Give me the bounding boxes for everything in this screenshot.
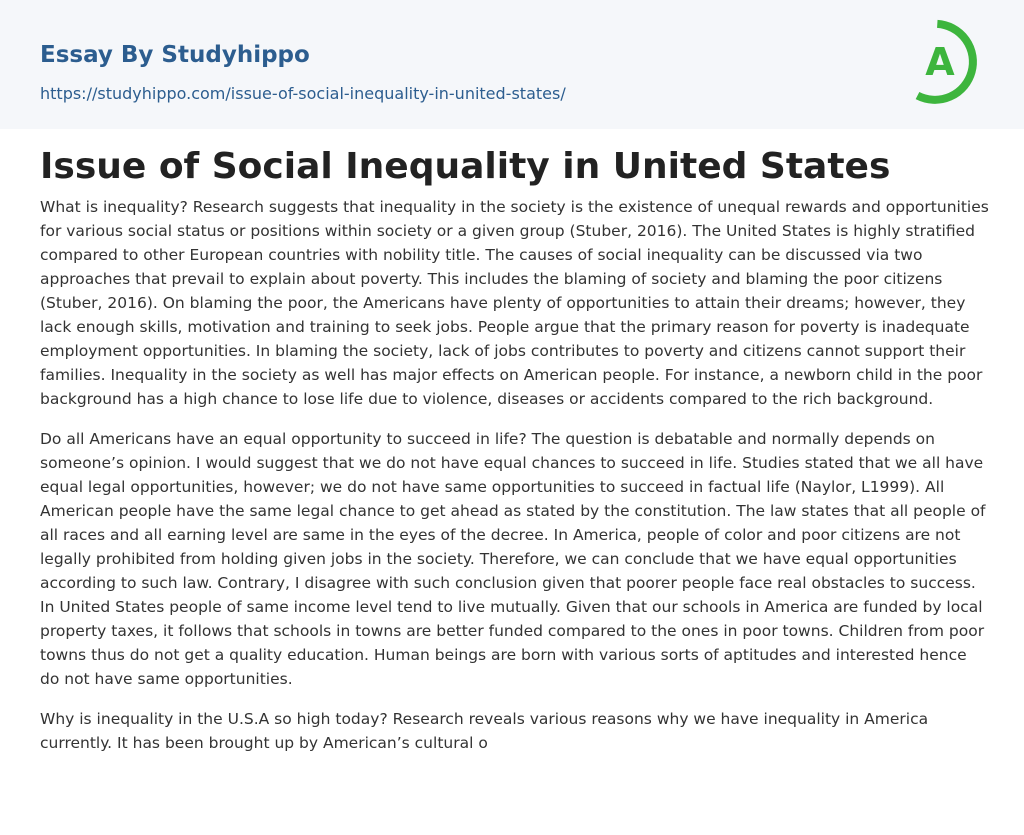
- article-url-link[interactable]: https://studyhippo.com/issue-of-social-inequality-in-united-states/: [40, 84, 566, 103]
- article-body: [40, 195, 990, 771]
- studyhippo-logo-icon[interactable]: [900, 19, 986, 105]
- site-brand[interactable]: Essay By Studyhippo: [40, 42, 310, 68]
- article-paragraph-1: What is inequality? Research suggests that inequality in the society is the existence of unequal rewards and opportunities for various social status or positions within society or a given group (Stuber, 2016). The United States is highly stratified compared to other European countries with nobility title. The causes of social inequality can be discussed via two approaches that prevail to explain about poverty. This includes the blaming of society and blaming the poor citizens (Stuber, 2016). On blaming the poor, the Americans have plenty of opportunities to attain their dreams; however, they lack enough skills, motivation and training to seek jobs. People argue that the primary reason for poverty is inadequate employment opportunities. In blaming the society, lack of jobs contributes to poverty and citizens cannot support their families. Inequality in the society as well has major effects on American people. For instance, a newborn child in the poor background has a high chance to lose life due to violence, diseases or accidents compared to the rich background.: [40, 198, 989, 408]
- article-paragraph-2: Do all Americans have an equal opportunity to succeed in life? The question is debatable and normally depends on someone’s opinion. I would suggest that we do not have equal chances to succeed in life. Studies stated that we all have equal legal opportunities, however; we do not have same opportunities to succeed in factual life (Naylor, L1999). All American people have the same legal chance to get ahead as stated by the constitution. The law states that all people of all races and all earning level are same in the eyes of the decree. In America, people of color and poor citizens are not legally prohibited from holding given jobs in the society. Therefore, we can conclude that we have equal opportunities according to such law. Contrary, I disagree with such conclusion given that poorer people face real obstacles to success. In United States people of same income level tend to live mutually. Given that our schools in America are funded by local property taxes, it follows that schools in towns are better funded compared to the ones in poor towns. Children from poor towns thus do not get a quality education. Human beings are born with various sorts of aptitudes and interested hence do not have same opportunities.: [40, 430, 986, 688]
- site-header: [0, 0, 1024, 129]
- article-title: Issue of Social Inequality in United States: [40, 146, 891, 187]
- logo-letter: A: [925, 40, 955, 84]
- article-paragraph-3: Why is inequality in the U.S.A so high today? Research reveals various reasons why we have inequality in America currently. It has been brought up by American’s cultural o: [40, 710, 929, 752]
